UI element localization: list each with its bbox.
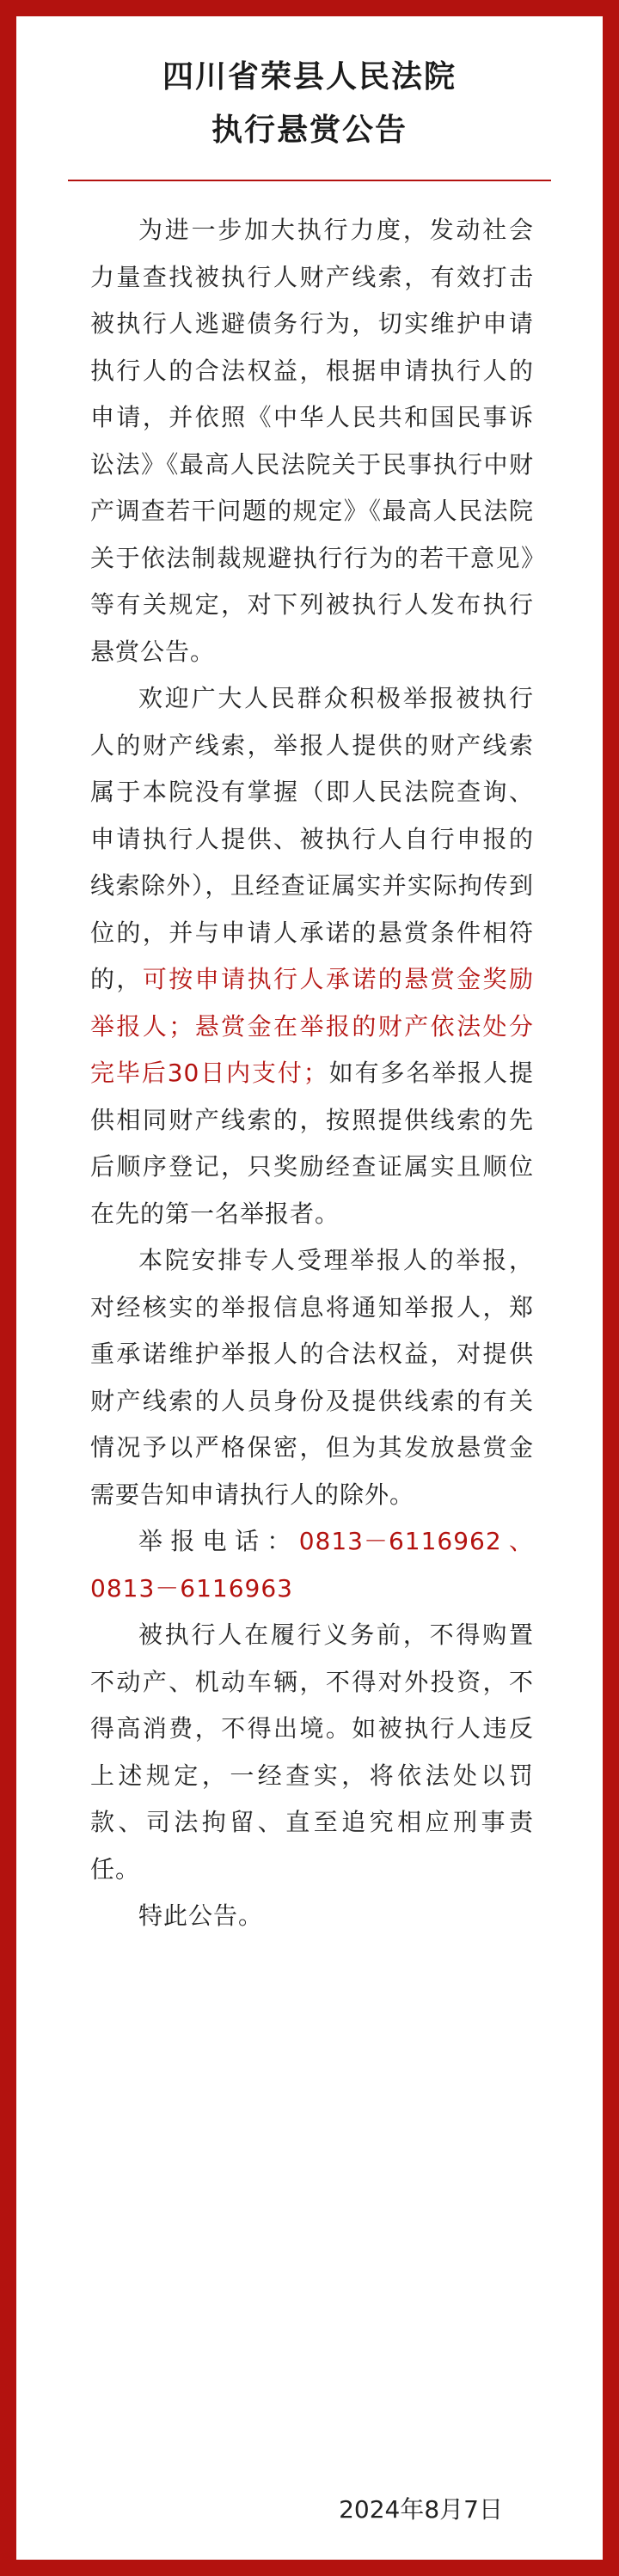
reward-text-a: 欢迎广大人民群众积极举报被执行人的财产线索，举报人提供的财产线索属于本院没有掌握（即人民法院查询、申请执行人提供、被执行人自行申报的线索除外），且经查证属实并实际拘传到位的，并与申请人承诺的悬赏条件相符的， [90, 684, 534, 993]
notice-header [16, 51, 603, 157]
notice-title: 执行悬赏公告 [211, 113, 408, 148]
notice-body [90, 207, 534, 1940]
header-divider [68, 180, 551, 181]
paragraph-confidentiality: 本院安排专人受理举报人的举报，对经核实的举报信息将通知举报人，郑重承诺维护举报人的合法权益，对提供财产线索的人员身份及提供线索的有关情况予以严格保密，但为其发放悬赏金需要告知申请执行人的除外。 [90, 1246, 534, 1509]
paragraph-hotline [90, 1518, 534, 1612]
reward-text-b: 如有多名举报人提供相同财产线索的，按照提供线索的先后顺序登记，只奖励经查证属实且顺位在先的第一名举报者。 [90, 1059, 534, 1228]
court-name: 四川省荣县人民法院 [162, 59, 457, 95]
paragraph-intro: 为进一步加大执行力度，发动社会力量查找被执行人财产线索，有效打击被执行人逃避债务行为，切实维护申请执行人的合法权益，根据申请执行人的申请，并依照《中华人民共和国民事诉讼法》《最高人民法院关于民事执行中财产调查若干问题的规定》《最高人民法院关于依法制裁规避执行行为的若干意见》等有关规定，对下列被执行人发布执行悬赏公告。 [90, 216, 534, 666]
paragraph-restrictions: 被执行人在履行义务前，不得购置不动产、机动车辆，不得对外投资，不得高消费，不得出境。如被执行人违反上述规定，一经查实，将依法处以罚款、司法拘留、直至追究相应刑事责任。 [90, 1621, 534, 1883]
notice-date: 2024年8月7日 [339, 2495, 503, 2524]
notice-panel [14, 14, 605, 2562]
paragraph-reward [90, 675, 534, 1237]
hotline-numbers[interactable]: 0813－6116962、0813－6116963 [90, 1527, 534, 1602]
hotline-label: 举报电话： [138, 1527, 299, 1555]
reward-highlight: 可按申请执行人承诺的悬赏金奖励举报人；悬赏金在举报的财产依法处分完毕后30日内支付； [90, 965, 534, 1087]
paragraph-closing: 特此公告。 [138, 1901, 264, 1930]
